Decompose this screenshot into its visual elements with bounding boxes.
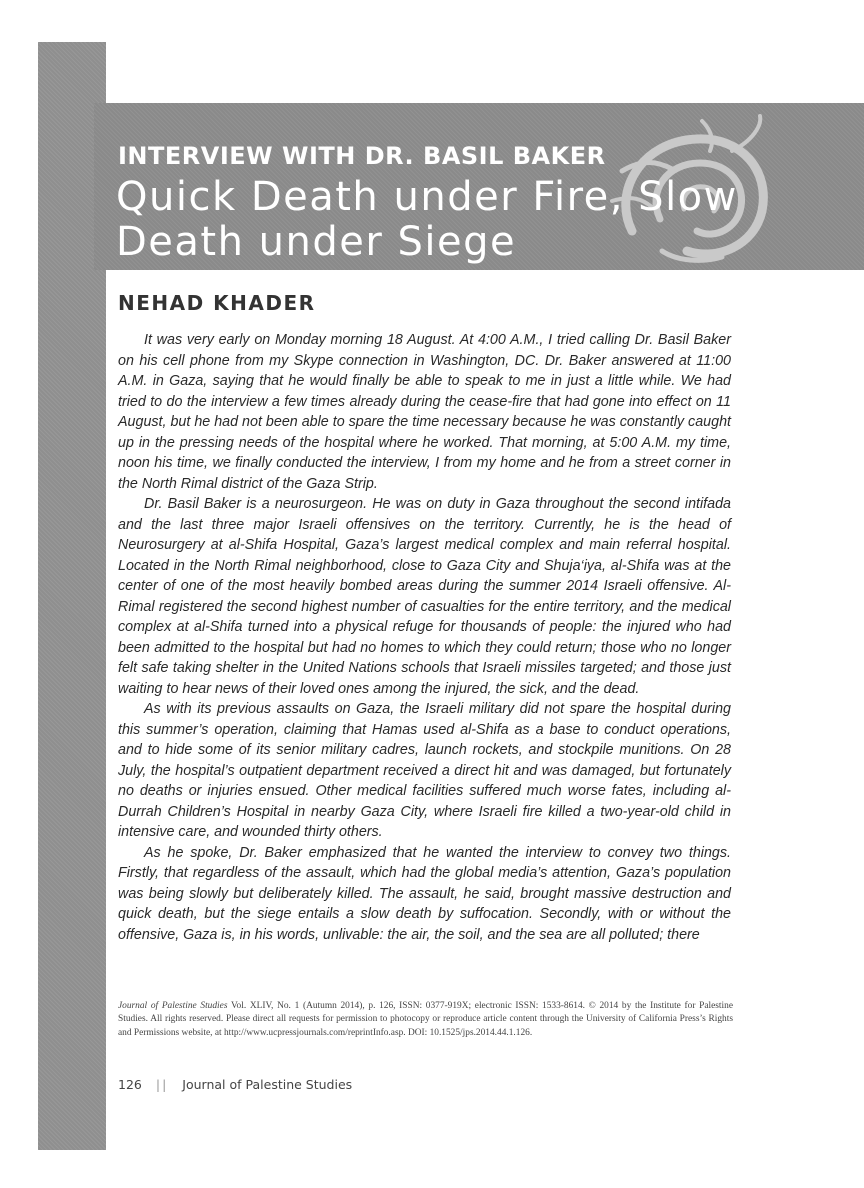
body-paragraph: Dr. Basil Baker is a neurosurgeon. He was on duty in Gaza throughout the second intifada and the last three major Israeli offensives on the territory. Currently, he is the head of Neurosurgery at al-Shifa Hospital, Gaza’s largest medical complex and main referral hospital. Located in the North Rimal neighborhood, close to Gaza City and Shuja‘iya, al-Shifa was at the center of one of the most heavily bombed areas during the summer 2014 Israeli offensive. Al-Rimal registered the second highest number of casualties for the entire territory, and the medical complex at al-Shifa turned into a physical refuge for thousands of people: the injured who had been admitted to the hospital but had no homes to which they could return; those who no longer felt safe taking shelter in the United Nations schools that Israeli missiles targeted; and those just waiting to hear news of their loved ones among the injured, the sick, and the dead. [118,496,731,697]
author-name: NEHAD KHADER [118,291,316,315]
footer-journal-name: Journal of Palestine Studies [182,1077,353,1092]
footer-separator: || [155,1077,169,1092]
page-footer [118,1077,352,1092]
article-body [118,330,731,945]
body-paragraph: As with its previous assaults on Gaza, the Israeli military did not spare the hospital during this summer’s operation, claiming that Hamas used al-Shifa as a base to conduct operations, and to hide some of its senior military cadres, launch rockets, and stockpile munitions. On 28 July, the hospital’s outpatient department received a direct hit and was damaged, but fortunately no deaths or injuries ensued. Other medical facilities suffered much worse fates, including al-Durrah Children’s Hospital in nearby Gaza City, where Israeli fire killed a two-year-old child in intensive care, and wounded thirty others. [118,701,731,840]
interview-kicker: INTERVIEW WITH DR. BASIL BAKER [118,142,606,170]
title-banner [94,103,864,270]
copyright-footnote [118,1000,733,1040]
article-title: Quick Death under Fire, Slow Death under Siege [116,174,738,265]
footnote-text: Vol. XLIV, No. 1 (Autumn 2014), p. 126, ISSN: 0377-919X; electronic ISSN: 1533-8614. © 2014 by the Institute for Palestine Studies. All rights reserved. Please direct all requests for permission to photocopy or reproduce article content through the University of California Press’s Rights and Permissions website, at http://www.ucpressjournals.com/reprintInfo.asp. DOI: 10.1525/jps.2014.44.1.126. [118,1001,733,1038]
body-paragraph: As he spoke, Dr. Baker emphasized that he wanted the interview to convey two things. Firstly, that regardless of the assault, which had the global media’s attention, Gaza’s population was being slowly but deliberately killed. The assault, he said, brought massive destruction and quick death, but the siege entails a slow death by suffocation. Secondly, with or without the offensive, Gaza is, in his words, unlivable: the air, the soil, and the sea are all polluted; there [118,844,731,943]
body-paragraph: It was very early on Monday morning 18 August. At 4:00 A.M., I tried calling Dr. Basil Baker on his cell phone from my Skype connection in Washington, DC. Dr. Baker answered at 11:00 A.M. in Gaza, saying that he would finally be able to speak to me in just a little while. We had tried to do the interview a few times already during the cease-fire that had gone into effect on 11 August, but he had not been able to spare the time necessary because he was constantly caught up in the pressing needs of the hospital where he worked. That morning, at 5:00 A.M. my time, noon his time, we finally conducted the interview, I from my home and he from a street corner in the North Rimal district of the Gaza Strip. [118,332,731,492]
page-number: 126 [118,1077,142,1092]
footnote-journal-name: Journal of Palestine Studies [118,1001,228,1011]
